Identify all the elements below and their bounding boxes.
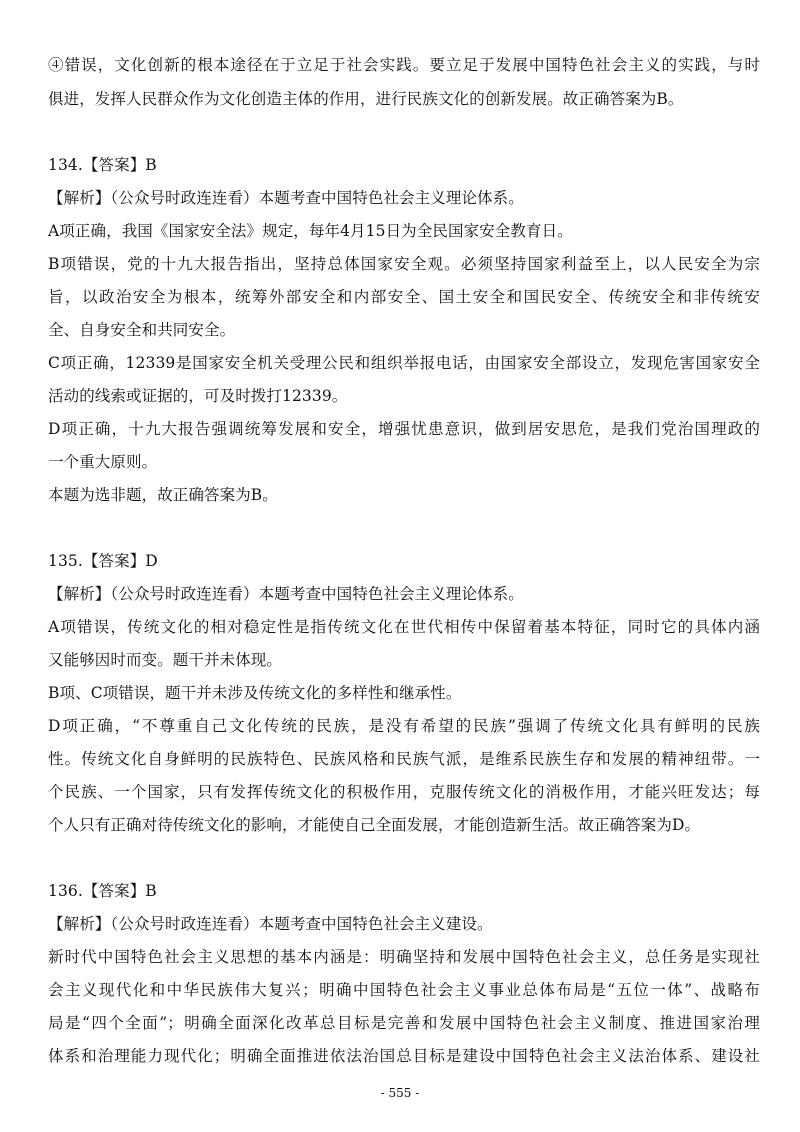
answer-heading: 135.【答案】D [48, 552, 158, 570]
text-line: 个民族、一个国家，只有发挥传统文化的积极作用，克服传统文化的消极作用，才能兴旺发达；每 [48, 783, 760, 801]
text-line: 本题为选非题，故正确答案为B。 [48, 486, 278, 504]
text-line: 全、自身安全和共同安全。 [48, 321, 236, 339]
text-line: D项正确，“不尊重自己文化传统的民族，是没有希望的民族”强调了传统文化具有鲜明的民族 [48, 717, 760, 735]
text-line: C项正确，12339是国家安全机关受理公民和组织举报电话，由国家安全部设立，发现危害国家安全 [48, 354, 760, 372]
analysis-intro: 【解析】（公众号时政连连看）本题考查中国特色社会主义理论体系。 [48, 189, 524, 207]
answer-heading: 136.【答案】B [48, 882, 157, 900]
text-line: 性。传统文化自身鲜明的民族特色、民族风格和民族气派，是维系民族生存和发展的精神纽带。一 [48, 750, 760, 768]
text-line: 局是“四个全面”；明确全面深化改革总目标是完善和发展中国特色社会主义制度、推进国家治理 [48, 1014, 760, 1032]
text-line: B项错误，党的十九大报告指出，坚持总体国家安全观。必须坚持国家利益至上，以人民安全为宗 [48, 255, 760, 273]
text-line: A项正确，我国《国家安全法》规定，每年4月15日为全民国家安全教育日。 [48, 222, 573, 240]
text-line: 会主义现代化和中华民族伟大复兴；明确中国特色社会主义事业总体布局是“五位一体”、战略布 [48, 981, 760, 999]
text-line: 又能够因时而变。题干并未体现。 [48, 651, 283, 669]
text-line: A项错误，传统文化的相对稳定性是指传统文化在世代相传中保留着基本特征，同时它的具体内涵 [48, 618, 760, 636]
page-number: - 555 - [380, 1086, 420, 1100]
text-line: 个人只有正确对待传统文化的影响，才能使自己全面发展，才能创造新生活。故正确答案为D。 [48, 816, 701, 834]
text-line: 俱进，发挥人民群众作为文化创造主体的作用，进行民族文化的创新发展。故正确答案为B。 [48, 90, 684, 108]
answer-heading: 134.【答案】B [48, 156, 157, 174]
text-line: ④错误，文化创新的根本途径在于立足于社会实践。要立足于发展中国特色社会主义的实践，与时 [48, 56, 760, 74]
analysis-intro: 【解析】（公众号时政连连看）本题考查中国特色社会主义理论体系。 [48, 585, 524, 603]
text-line: 体系和治理能力现代化；明确全面推进依法治国总目标是建设中国特色社会主义法治体系、建设社 [48, 1047, 760, 1065]
text-line: 旨，以政治安全为根本，统筹外部安全和内部安全、国土安全和国民安全、传统安全和非传统安 [48, 288, 760, 306]
analysis-intro: 【解析】（公众号时政连连看）本题考查中国特色社会主义建设。 [48, 915, 493, 933]
text-line: B项、C项错误，题干并未涉及传统文化的多样性和继承性。 [48, 684, 462, 702]
text-line: 活动的线索或证据的，可及时拨打12339。 [48, 387, 348, 405]
text-line: 新时代中国特色社会主义思想的基本内涵是：明确坚持和发展中国特色社会主义，总任务是实现社 [48, 948, 760, 966]
text-line: 一个重大原则。 [48, 453, 158, 471]
text-line: D项正确，十九大报告强调统筹发展和安全，增强忧患意识，做到居安思危，是我们党治国理政的 [48, 420, 760, 438]
